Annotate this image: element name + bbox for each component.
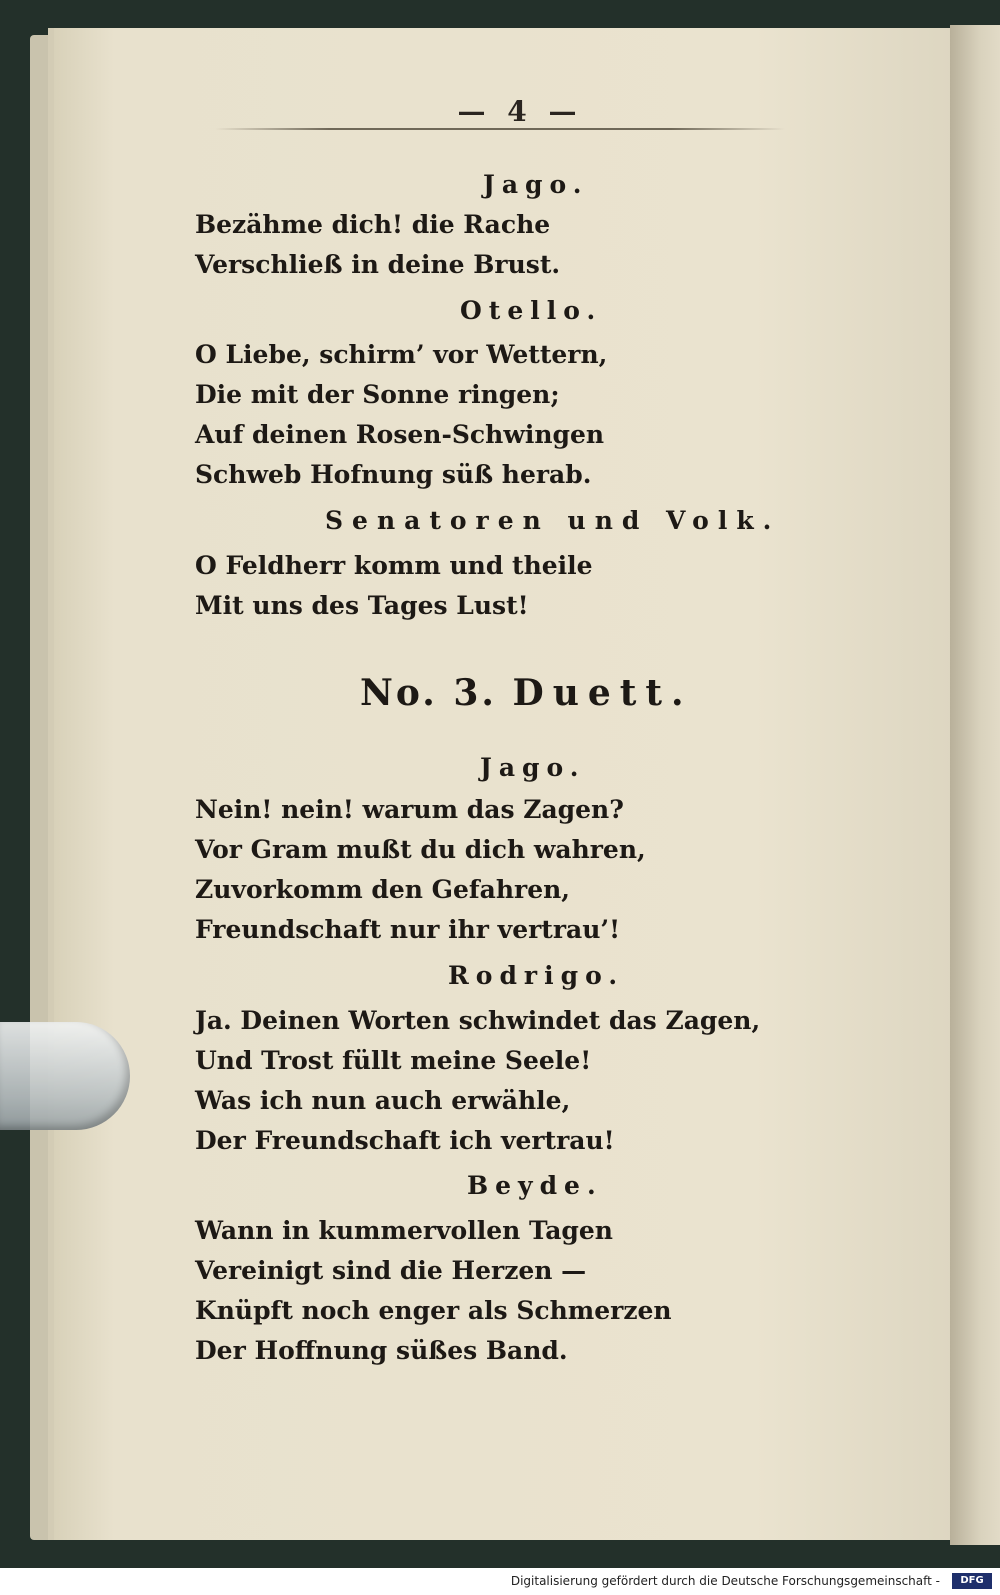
verse-line: Ja. Deinen Worten schwindet das Zagen, <box>195 1006 761 1035</box>
verse-line: Was ich nun auch erwähle, <box>195 1086 571 1115</box>
footer-credit: Digitalisierung gefördert durch die Deutsche Forschungsgemeinschaft - <box>510 1574 940 1588</box>
section-heading <box>360 672 693 714</box>
verse-line: O Feldherr komm und theile <box>195 551 593 580</box>
speaker-beyde: Beyde. <box>467 1171 603 1200</box>
verse-line: Der Hoffnung süßes Band. <box>195 1336 568 1365</box>
speaker-senatoren-und-volk: Senatoren und Volk. <box>325 506 781 535</box>
verse-line: Und Trost füllt meine Seele! <box>195 1046 592 1075</box>
verse-line: Vor Gram mußt du dich wahren, <box>195 835 646 864</box>
header-rule <box>215 128 785 130</box>
verse-line: Auf deinen Rosen-Schwingen <box>195 420 605 449</box>
verse-line: Bezähme dich! die Rache <box>195 210 551 239</box>
verse-line: Schweb Hofnung süß herab. <box>195 460 592 489</box>
facing-page-edge <box>950 25 1000 1545</box>
verse-line: Wann in kummervollen Tagen <box>195 1216 613 1245</box>
footer-bar <box>0 1568 1000 1595</box>
verse-line: Die mit der Sonne ringen; <box>195 380 560 409</box>
speaker-jago: Jago. <box>480 753 586 782</box>
speaker-otello: Otello. <box>460 296 603 325</box>
verse-line: Verschließ in deine Brust. <box>195 250 561 279</box>
verse-line: Der Freundschaft ich vertrau! <box>195 1126 615 1155</box>
speaker-rodrigo: Rodrigo. <box>448 961 625 990</box>
section-number: No. 3. <box>360 672 497 714</box>
verse-line: Freundschaft nur ihr vertrau’! <box>195 915 621 944</box>
verse-line: Nein! nein! warum das Zagen? <box>195 795 624 824</box>
verse-line: Zuvorkomm den Gefahren, <box>195 875 571 904</box>
verse-line: Knüpft noch enger als Schmerzen <box>195 1296 672 1325</box>
verse-line: O Liebe, schirm’ vor Wettern, <box>195 340 608 369</box>
page-clip <box>0 1022 130 1130</box>
page-number: — 4 — <box>457 95 583 128</box>
verse-line: Vereinigt sind die Herzen — <box>195 1256 587 1285</box>
section-title: Duett. <box>512 672 693 714</box>
speaker-jago: Jago. <box>483 170 589 199</box>
dfg-logo: DFG <box>952 1573 992 1589</box>
verse-line: Mit uns des Tages Lust! <box>195 591 529 620</box>
